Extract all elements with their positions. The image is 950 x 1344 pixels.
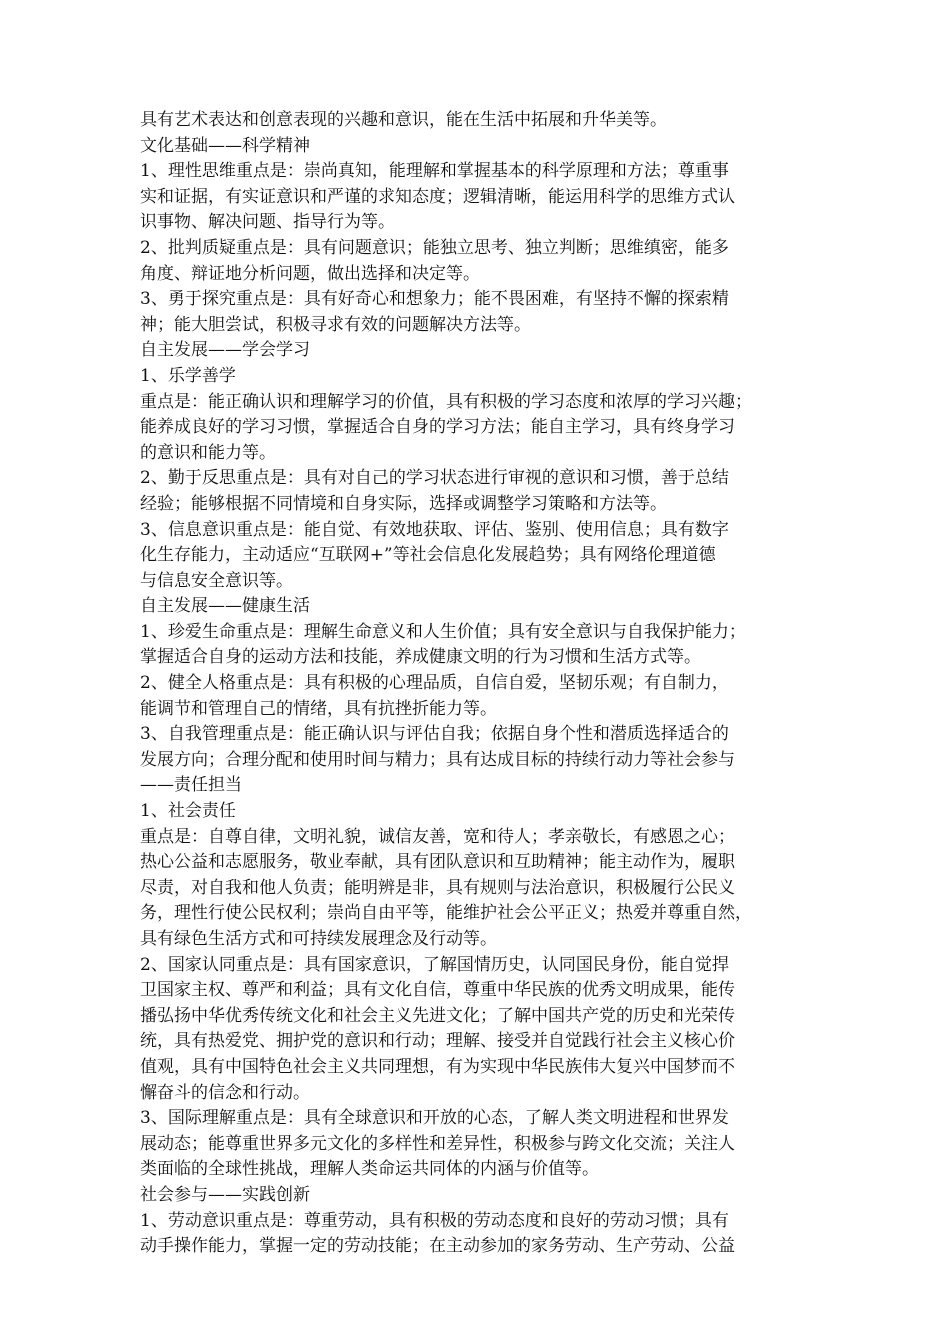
text-line: 1、珍爱生命重点是：理解生命意义和人生价值；具有安全意识与自我保护能力； [140,621,746,642]
text-line: 务，理性行使公民权利；崇尚自由平等，能维护社会公平正义；热爱并尊重自然， [140,903,752,924]
text-line: 卫国家主权、尊严和利益；具有文化自信，尊重中华民族的优秀文明成果，能传 [140,980,735,1001]
text-line: 3、信息意识重点是：能自觉、有效地获取、评估、鉴别、使用信息；具有数字 [140,519,729,540]
text-line: 1、乐学善学 [140,365,236,386]
text-line: 神；能大胆尝试，积极寻求有效的问题解决方法等。 [140,314,531,335]
section-heading: 文化基础——科学精神 [140,135,310,156]
text-line: 热心公益和志愿服务，敬业奉献，具有团队意识和互助精神；能主动作为，履职 [140,852,735,873]
text-line: ——责任担当 [140,775,242,796]
document-body [140,108,820,1260]
text-line: 2、批判质疑重点是：具有问题意识；能独立思考、独立判断；思维缜密，能多 [140,237,729,258]
text-line: 具有艺术表达和创意表现的兴趣和意识，能在生活中拓展和升华美等。 [140,110,667,130]
text-line: 3、自我管理重点是：能正确认识与评估自我；依据自身个性和潜质选择适合的 [140,724,729,745]
text-line: 发展方向；合理分配和使用时间与精力；具有达成目标的持续行动力等社会参与 [140,749,735,770]
text-line: 类面临的全球性挑战，理解人类命运共同体的内涵与价值等。 [140,1159,599,1180]
text-line: 识事物、解决问题、指导行为等。 [140,212,395,233]
text-line: 实和证据，有实证意识和严谨的求知态度；逻辑清晰，能运用科学的思维方式认 [140,186,735,207]
text-line: 1、理性思维重点是：崇尚真知，能理解和掌握基本的科学原理和方法；尊重事 [140,161,729,182]
text-line: 动手操作能力，掌握一定的劳动技能；在主动参加的家务劳动、生产劳动、公益 [140,1236,735,1257]
text-line: 2、国家认同重点是：具有国家意识，了解国情历史，认同国民身份，能自觉捍 [140,954,729,975]
section-heading: 自主发展——学会学习 [140,340,310,361]
text-line: 角度、辩证地分析问题，做出选择和决定等。 [140,263,480,284]
text-line: 1、社会责任 [140,801,236,822]
text-line: 值观，具有中国特色社会主义共同理想，有为实现中华民族伟大复兴中国梦而不 [140,1056,735,1077]
section-heading: 自主发展——健康生活 [140,596,310,617]
text-line: 重点是：能正确认识和理解学习的价值，具有积极的学习态度和浓厚的学习兴趣； [140,391,752,412]
text-line: 2、健全人格重点是：具有积极的心理品质，自信自爱，坚韧乐观；有自制力， [140,673,729,694]
text-line: 3、国际理解重点是：具有全球意识和开放的心态，了解人类文明进程和世界发 [140,1108,729,1129]
text-line: 尽责，对自我和他人负责；能明辨是非，具有规则与法治意识，积极履行公民义 [140,877,735,898]
text-line: 2、勤于反思重点是：具有对自己的学习状态进行审视的意识和习惯，善于总结 [140,468,729,489]
text-line: 化生存能力，主动适应“互联网+”等社会信息化发展趋势；具有网络伦理道德 [140,545,716,566]
text-line: 1、劳动意识重点是：尊重劳动，具有积极的劳动态度和良好的劳动习惯；具有 [140,1210,729,1231]
text-line: 3、勇于探究重点是：具有好奇心和想象力；能不畏困难，有坚持不懈的探索精 [140,289,729,310]
text-line: 经验；能够根据不同情境和自身实际，选择或调整学习策略和方法等。 [140,493,667,514]
text-line: 掌握适合自身的运动方法和技能，养成健康文明的行为习惯和生活方式等。 [140,647,701,668]
text-line: 具有绿色生活方式和可持续发展理念及行动等。 [140,929,497,949]
text-line: 能养成良好的学习习惯，掌握适合自身的学习方法；能自主学习，具有终身学习 [140,417,735,438]
text-line: 重点是：自尊自律，文明礼貌，诚信友善，宽和待人；孝亲敬长，有感恩之心； [140,826,735,847]
text-line: 与信息安全意识等。 [140,570,293,591]
text-line: 的意识和能力等。 [140,442,276,463]
text-line: 播弘扬中华优秀传统文化和社会主义先进文化；了解中国共产党的历史和光荣传 [140,1005,735,1026]
text-line: 能调节和管理自己的情绪，具有抗挫折能力等。 [140,698,497,719]
section-heading: 社会参与——实践创新 [140,1184,310,1205]
text-line: 懈奋斗的信念和行动。 [140,1082,310,1103]
text-line: 统，具有热爱党、拥护党的意识和行动；理解、接受并自觉践行社会主义核心价 [140,1031,735,1052]
text-line: 展动态；能尊重世界多元文化的多样性和差异性，积极参与跨文化交流；关注人 [140,1133,735,1154]
